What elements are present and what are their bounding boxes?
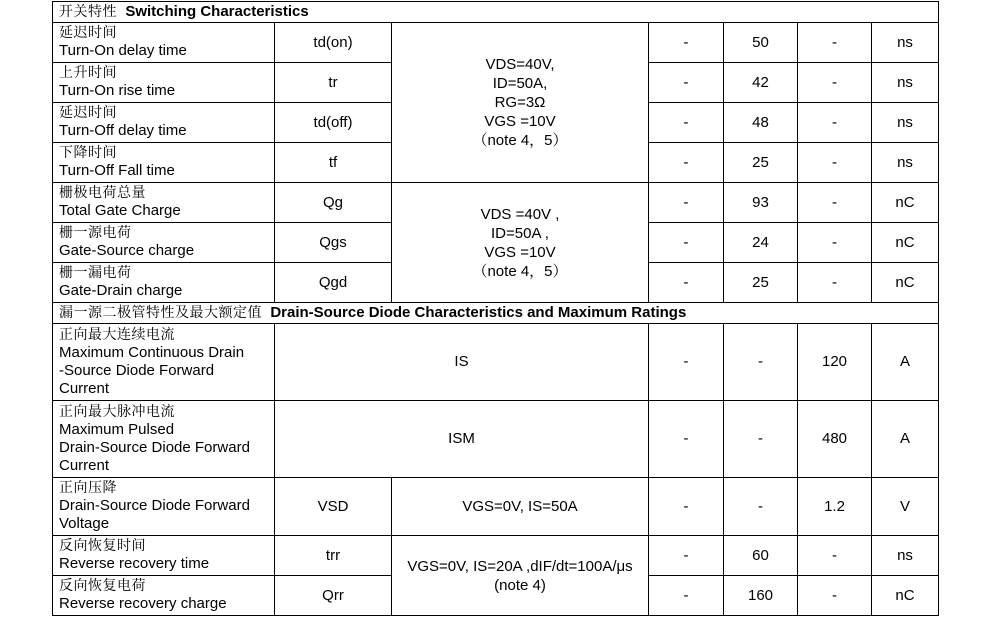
param-name-en: Turn-Off Fall time	[59, 162, 175, 179]
param-name-zh: 正向最大脉冲电流	[59, 403, 175, 420]
param-name-en: Voltage	[59, 515, 110, 532]
table-row	[53, 183, 939, 223]
param-name-en: -Source Diode Forward	[59, 361, 215, 379]
symbol: ISM	[275, 401, 649, 478]
min-value: -	[649, 183, 724, 223]
symbol: td(off)	[275, 103, 392, 143]
section-title-zh: 开关特性	[59, 4, 117, 20]
param-name-zh: 正向最大连续电流	[59, 326, 175, 343]
min-value: -	[649, 401, 724, 478]
param-name-en: Turn-On delay time	[59, 42, 187, 59]
unit: nC	[872, 223, 939, 263]
test-conditions	[392, 536, 649, 616]
symbol: Qgd	[275, 263, 392, 303]
param-name-zh: 延迟时间	[59, 25, 117, 41]
max-value: 480	[798, 401, 872, 478]
section-title-en: Drain-Source Diode Characteristics and Maximum Ratings	[270, 304, 687, 321]
param-name-zh: 正向压降	[59, 480, 117, 496]
typ-value: 50	[724, 23, 798, 63]
min-value: -	[649, 478, 724, 536]
unit: A	[872, 401, 939, 478]
typ-value: -	[724, 401, 798, 478]
table-row	[53, 536, 939, 576]
symbol: td(on)	[275, 23, 392, 63]
cond-line: ID=50A ,	[491, 224, 549, 242]
max-value: -	[798, 23, 872, 63]
max-value: -	[798, 103, 872, 143]
unit: A	[872, 324, 939, 401]
typ-value: -	[724, 478, 798, 536]
section-header-diode	[53, 303, 939, 324]
typ-value: 48	[724, 103, 798, 143]
datasheet-table	[52, 1, 939, 616]
param-name-en: Drain-Source Diode Forward	[59, 438, 250, 456]
max-value: -	[798, 263, 872, 303]
max-value: -	[798, 576, 872, 616]
param-name-en: Turn-Off delay time	[59, 122, 187, 139]
section-title-en: Switching Characteristics	[125, 3, 309, 20]
cond-line: VDS =40V ,	[480, 205, 560, 223]
cond-line: (note 4)	[494, 576, 546, 594]
param-name-en: Current	[59, 379, 110, 397]
section-header-switching	[53, 2, 939, 23]
min-value: -	[649, 536, 724, 576]
param-name-zh: 延迟时间	[59, 105, 117, 121]
min-value: -	[649, 263, 724, 303]
unit: nC	[872, 183, 939, 223]
param-name-en: Reverse recovery charge	[59, 595, 227, 612]
table-row	[53, 324, 939, 401]
table-row	[53, 478, 939, 536]
unit: V	[872, 478, 939, 536]
max-value: -	[798, 143, 872, 183]
param-name-zh: 栅一源电荷	[59, 225, 132, 241]
param-name-en: Current	[59, 456, 110, 474]
cond-line: ID=50A,	[492, 75, 548, 92]
param-name-zh: 上升时间	[59, 65, 117, 81]
param-name-zh: 下降时间	[59, 145, 117, 161]
max-value: -	[798, 223, 872, 263]
cond-line: RG=3Ω	[494, 94, 546, 111]
typ-value: 93	[724, 183, 798, 223]
unit: ns	[872, 536, 939, 576]
typ-value: 24	[724, 223, 798, 263]
section-title-zh: 漏一源二极管特性及最大额定值	[59, 305, 262, 321]
unit: nC	[872, 263, 939, 303]
param-name-en: Drain-Source Diode Forward	[59, 497, 250, 514]
cond-line: VGS=0V, IS=20A ,dIF/dt=100A/μs	[407, 557, 633, 575]
symbol: Qrr	[275, 576, 392, 616]
param-name-en: Gate-Drain charge	[59, 282, 183, 299]
typ-value: 60	[724, 536, 798, 576]
max-value: -	[798, 183, 872, 223]
cond-line: VGS =10V	[484, 113, 556, 130]
symbol: VSD	[275, 478, 392, 536]
max-value: -	[798, 536, 872, 576]
param-name-en: Total Gate Charge	[59, 202, 181, 219]
symbol: IS	[275, 324, 649, 401]
typ-value: 25	[724, 143, 798, 183]
param-name-en: Reverse recovery time	[59, 555, 210, 572]
table-row	[53, 401, 939, 478]
param-name-en: Gate-Source charge	[59, 242, 195, 259]
min-value: -	[649, 63, 724, 103]
symbol: Qgs	[275, 223, 392, 263]
cond-line: （note 4，5）	[472, 262, 568, 280]
cond-line: （note 4，5）	[472, 132, 568, 149]
unit: ns	[872, 23, 939, 63]
unit: ns	[872, 103, 939, 143]
min-value: -	[649, 324, 724, 401]
param-name-zh: 栅一漏电荷	[59, 265, 132, 281]
test-conditions: VGS=0V, IS=50A	[392, 478, 649, 536]
symbol: tr	[275, 63, 392, 103]
symbol: tf	[275, 143, 392, 183]
min-value: -	[649, 143, 724, 183]
symbol: trr	[275, 536, 392, 576]
min-value: -	[649, 23, 724, 63]
max-value: 1.2	[798, 478, 872, 536]
param-name-en: Maximum Pulsed	[59, 420, 175, 438]
unit: nC	[872, 576, 939, 616]
param-name-en: Turn-On rise time	[59, 82, 176, 99]
unit: ns	[872, 63, 939, 103]
cond-line: VGS =10V	[484, 243, 556, 261]
max-value: 120	[798, 324, 872, 401]
unit: ns	[872, 143, 939, 183]
param-name-zh: 栅极电荷总量	[59, 185, 146, 201]
min-value: -	[649, 103, 724, 143]
min-value: -	[649, 576, 724, 616]
typ-value: 160	[724, 576, 798, 616]
max-value: -	[798, 63, 872, 103]
test-conditions	[392, 23, 649, 183]
table-row	[53, 23, 939, 63]
test-conditions	[392, 183, 649, 303]
typ-value: -	[724, 324, 798, 401]
symbol: Qg	[275, 183, 392, 223]
min-value: -	[649, 223, 724, 263]
typ-value: 25	[724, 263, 798, 303]
cond-line: VDS=40V,	[485, 56, 555, 73]
param-name-zh: 反向恢复电荷	[59, 578, 146, 594]
typ-value: 42	[724, 63, 798, 103]
param-name-zh: 反向恢复时间	[59, 538, 146, 554]
param-name-en: Maximum Continuous Drain	[59, 343, 245, 361]
